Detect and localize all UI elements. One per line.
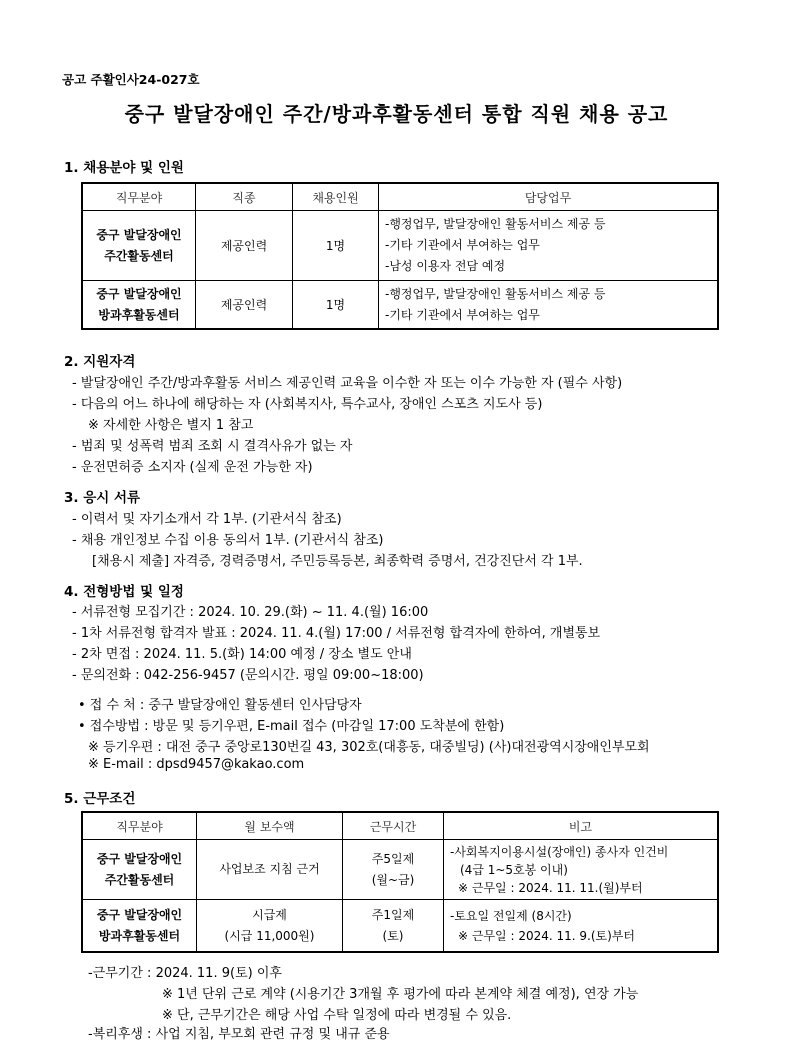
header-cell: 근무시간 [343,813,444,840]
hours-line: (월~금) [371,872,415,887]
field-cell [83,840,197,900]
document-line: - 채용 개인정보 수집 이용 동의서 1부. (기관서식 참조) [72,533,384,548]
section-2-heading: 2. 지원자격 [64,354,136,370]
hours-line: 주1일제 [371,907,415,922]
pay-line: 사업보조 지침 근거 [219,862,320,876]
table-row [83,900,718,952]
pay-cell [197,840,343,900]
hours-cell [343,900,444,952]
field-line: 중구 발달장애인 [96,286,182,301]
header-cell: 담당업무 [379,184,718,211]
qualification-line: - 운전면허증 소지자 (실제 운전 가능한 자) [72,460,313,475]
headcount-cell: 1명 [293,211,379,281]
field-line: 방과후활동센터 [98,928,181,943]
section-1-heading: 1. 채용분야 및 인원 [64,160,184,176]
field-cell [83,900,197,952]
welfare-line: -복리후생 : 사업 지침, 부모회 관련 규정 및 내규 준용 [88,1027,390,1042]
schedule-line: - 서류전형 모집기간 : 2024. 10. 29.(화) ~ 11. 4.(월) 16:00 [72,605,429,620]
application-note: ※ E-mail : dpsd9457@kakao.com [88,757,305,772]
duty-line: -기타 기관에서 부여하는 업무 [385,238,540,252]
note-line: -토요일 전일제 (8시간) [450,909,572,923]
qualification-line: - 범죄 및 성폭력 범죄 조회 시 결격사유가 없는 자 [72,439,353,454]
table-row [83,211,718,281]
note-line: -사회복지이용시설(장애인) 종사자 인건비 [450,844,669,859]
section-4-heading: 4. 전형방법 및 일정 [64,584,184,600]
application-line: • 접수방법 : 방문 및 등기우편, E-mail 접수 (마감일 17:00 도착분에 한함) [78,719,505,734]
header-cell: 비고 [444,813,718,840]
pay-line: 시급제 [252,907,287,922]
job-type-cell: 제공인력 [196,281,293,329]
note-line: ※ 근무일 : 2024. 11. 11.(월)부터 [458,880,643,895]
hours-line: (토) [382,928,404,943]
section-5-heading: 5. 근무조건 [64,791,136,807]
field-cell [83,211,196,281]
recruitment-table-header [83,184,718,211]
application-note: ※ 등기우편 : 대전 중구 중앙로130번길 43, 302호(대흥동, 대중빌딩) (사)대전광역시장애인부모회 [88,740,650,755]
schedule-line: - 문의전화 : 042-256-9457 (문의시간. 평일 09:00~18:00) [72,668,424,683]
notes-cell [444,840,718,900]
qualification-note: ※ 자세한 사항은 별지 1 참고 [88,418,254,433]
table-row [83,840,718,900]
header-cell: 월 보수액 [197,813,343,840]
document-line: - 이력서 및 자기소개서 각 1부. (기관서식 참조) [72,512,342,527]
headcount-cell: 1명 [293,281,379,329]
field-line: 방과후활동센터 [98,307,180,322]
duty-line: -행정업무, 발달장애인 활동서비스 제공 등 [385,286,606,301]
field-line: 중구 발달장애인 [96,227,182,242]
note-line: ※ 근무일 : 2024. 11. 9.(토)부터 [458,929,635,943]
conditions-table [82,812,718,952]
hours-cell [343,840,444,900]
conditions-table-header [83,813,718,840]
pay-cell [197,900,343,952]
work-period-note: ※ 단, 근무기간은 해당 사업 수탁 일정에 따라 변경될 수 있음. [162,1008,512,1023]
work-period-line: -근무기간 : 2024. 11. 9(토) 이후 [88,966,282,981]
header-cell: 직종 [196,184,293,211]
recruitment-table [82,183,718,329]
section-3-heading: 3. 응시 서류 [64,490,141,506]
duties-cell [379,281,718,329]
work-period-note: ※ 1년 단위 근로 계약 (시용기간 3개월 후 평가에 따라 본계약 체결 예정), 연장 가능 [162,987,639,1002]
field-line: 주간활동센터 [104,872,175,887]
application-line: • 접 수 처 : 중구 발달장애인 활동센터 인사담당자 [78,698,362,713]
notice-number: 공고 주활인사24-027호 [62,72,200,87]
field-cell [83,281,196,329]
field-line: 주간활동센터 [104,248,174,263]
header-cell: 채용인원 [293,184,379,211]
job-type-cell: 제공인력 [196,211,293,281]
schedule-line: - 2차 면접 : 2024. 11. 5.(화) 14:00 예정 / 장소 별도 안내 [72,647,412,662]
pay-line: (시급 11,000원) [224,928,315,943]
duty-line: -기타 기관에서 부여하는 업무 [385,307,540,322]
table-row [83,281,718,329]
duty-line: -행정업무, 발달장애인 활동서비스 제공 등 [385,217,606,231]
qualification-line: - 발달장애인 주간/방과후활동 서비스 제공인력 교육을 이수한 자 또는 이수 가능한 자 (필수 사항) [72,376,623,391]
duty-line: -남성 이용자 전담 예정 [385,259,506,273]
document-line: [채용시 제출] 자격증, 경력증명서, 주민등록등본, 최종학력 증명서, 건강진단서 각 1부. [92,554,583,569]
header-cell: 직무분야 [83,184,196,211]
header-cell: 직무분야 [83,813,197,840]
duties-cell [379,211,718,281]
field-line: 중구 발달장애인 [96,907,183,922]
notes-cell [444,900,718,952]
schedule-line: - 1차 서류전형 합격자 발표 : 2024. 11. 4.(월) 17:00 / 서류전형 합격자에 한하여, 개별통보 [72,626,601,641]
qualification-line: - 다음의 어느 하나에 해당하는 자 (사회복지사, 특수교사, 장애인 스포츠 지도사 등) [72,397,543,412]
document-title: 중구 발달장애인 주간/방과후활동센터 통합 직원 채용 공고 [124,102,669,126]
field-line: 중구 발달장애인 [96,851,183,866]
hours-line: 주5일제 [371,851,415,866]
note-line: (4급 1~5호봉 이내) [460,862,568,877]
